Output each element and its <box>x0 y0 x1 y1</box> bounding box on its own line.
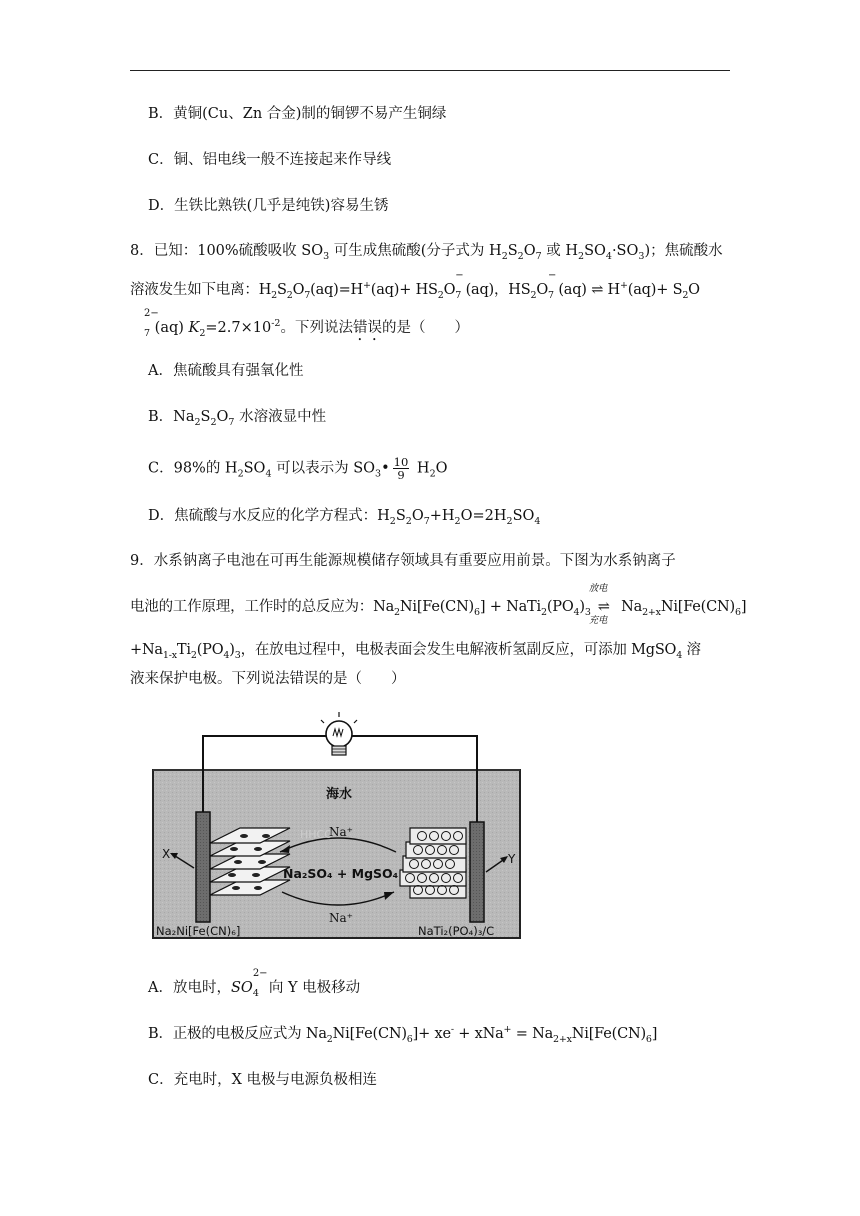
q9-stem-line4: 液来保护电极。下列说法错误的是（ ） <box>130 671 406 687</box>
left-electrode-rod <box>196 812 210 922</box>
q9-stem-line2: 电池的工作原理，工作时的总反应为：$Na_2Ni[Fe(CN)_6]$ + $NaTi_2(PO_4)_3$ 放电 ⇌ 充电 $Na_{2+x}Ni[Fe(CN)_6]$ <box>130 583 747 626</box>
reversible-arrow-icon: 放电 ⇌ 充电 <box>588 583 610 626</box>
q8-option-a: A．焦硫酸具有强氧化性 <box>148 363 304 379</box>
q7-option-b: B．黄铜(Cu、Zn 合金)制的铜锣不易产生铜绿 <box>148 106 447 122</box>
q8-stem-line3: 2− $_7$ (aq) $K_2=2.7\times 10^{-2}$。下列说法错误的是（ ） <box>144 308 469 339</box>
seawater-label: 海水 <box>326 787 353 802</box>
right-electrode-rod <box>470 822 484 922</box>
q9-stem-line3: $+Na_{1-x}Ti_2(PO_4)_3$，在放电过程中，电极表面会发生电解液析氢副反应，可添加 MgSO$_4$ 溶 <box>130 642 701 661</box>
na-ion-top-label: Na⁺ <box>329 825 353 839</box>
lightbulb-icon <box>321 712 357 755</box>
q8-stem-line1: 8．已知：100%硫酸吸收 $SO_3$ 可生成焦硫酸(分子式为 $H_2S_2O_7$ 或 $H_2SO_4\cdot SO_3$)；焦硫酸水 <box>130 243 723 262</box>
electrolyte-label: Na₂SO₄ + MgSO₄ <box>283 866 399 881</box>
q9-option-a: A．放电时，SO 2− $_4$ 向 Y 电极移动 <box>148 968 361 999</box>
q8-stem-line2: 溶液发生如下电离：$H_2S_2O_7(aq)=H^+(aq)+ HS_2O$ − $_7$ (aq)，$HS_2O$ − $_7$ (aq) ⇌ $H^+(aq)+ S_2O$ <box>130 270 700 301</box>
na-ion-bottom-label: Na⁺ <box>329 911 353 925</box>
q7-option-d: D．生铁比熟铁(几乎是纯铁)容易生锈 <box>148 198 389 214</box>
x-electrode-label: X <box>162 847 171 861</box>
q9-option-c: C．充电时，X 电极与电源负极相连 <box>148 1072 378 1088</box>
battery-diagram <box>148 712 530 948</box>
equilibrium-arrow-icon: ⇌ <box>591 282 604 298</box>
q9-option-b: B．正极的电极反应式为 $Na_2Ni[Fe(CN)_6]+ xe^- + xNa^+ = Na_{2+x}Ni[Fe(CN)_6]$ <box>148 1024 658 1045</box>
q9-stem-line1: 9．水系钠离子电池在可再生能源规模储存领域具有重要应用前景。下图为水系钠离子 <box>130 553 676 569</box>
q8-option-d: D．焦硫酸与水反应的化学方程式：$H_2S_2O_7+H_2O=2H_2SO_4$ <box>148 508 541 527</box>
q7-option-c: C．铜、铝电线一般不连接起来作导线 <box>148 152 392 168</box>
header-rule <box>130 70 730 71</box>
q8-option-b: B．$Na_2S_2O_7$ 水溶液显中性 <box>148 409 327 428</box>
faded-label: HHCO <box>300 828 333 841</box>
q8-option-c: C．98%的 $H_2SO_4$ 可以表示为 $SO_3•$ $\frac{10}{9}$ $H_2O$ <box>148 455 448 482</box>
emphasis-text: 错误 <box>352 320 382 336</box>
left-electrode-label: Na₂Ni[Fe(CN)₆] <box>156 924 241 938</box>
y-electrode-label: Y <box>508 852 516 866</box>
right-electrode-label: NaTi₂(PO₄)₃/C <box>418 924 495 938</box>
fraction: $\frac{10}{9}$ <box>393 455 409 482</box>
